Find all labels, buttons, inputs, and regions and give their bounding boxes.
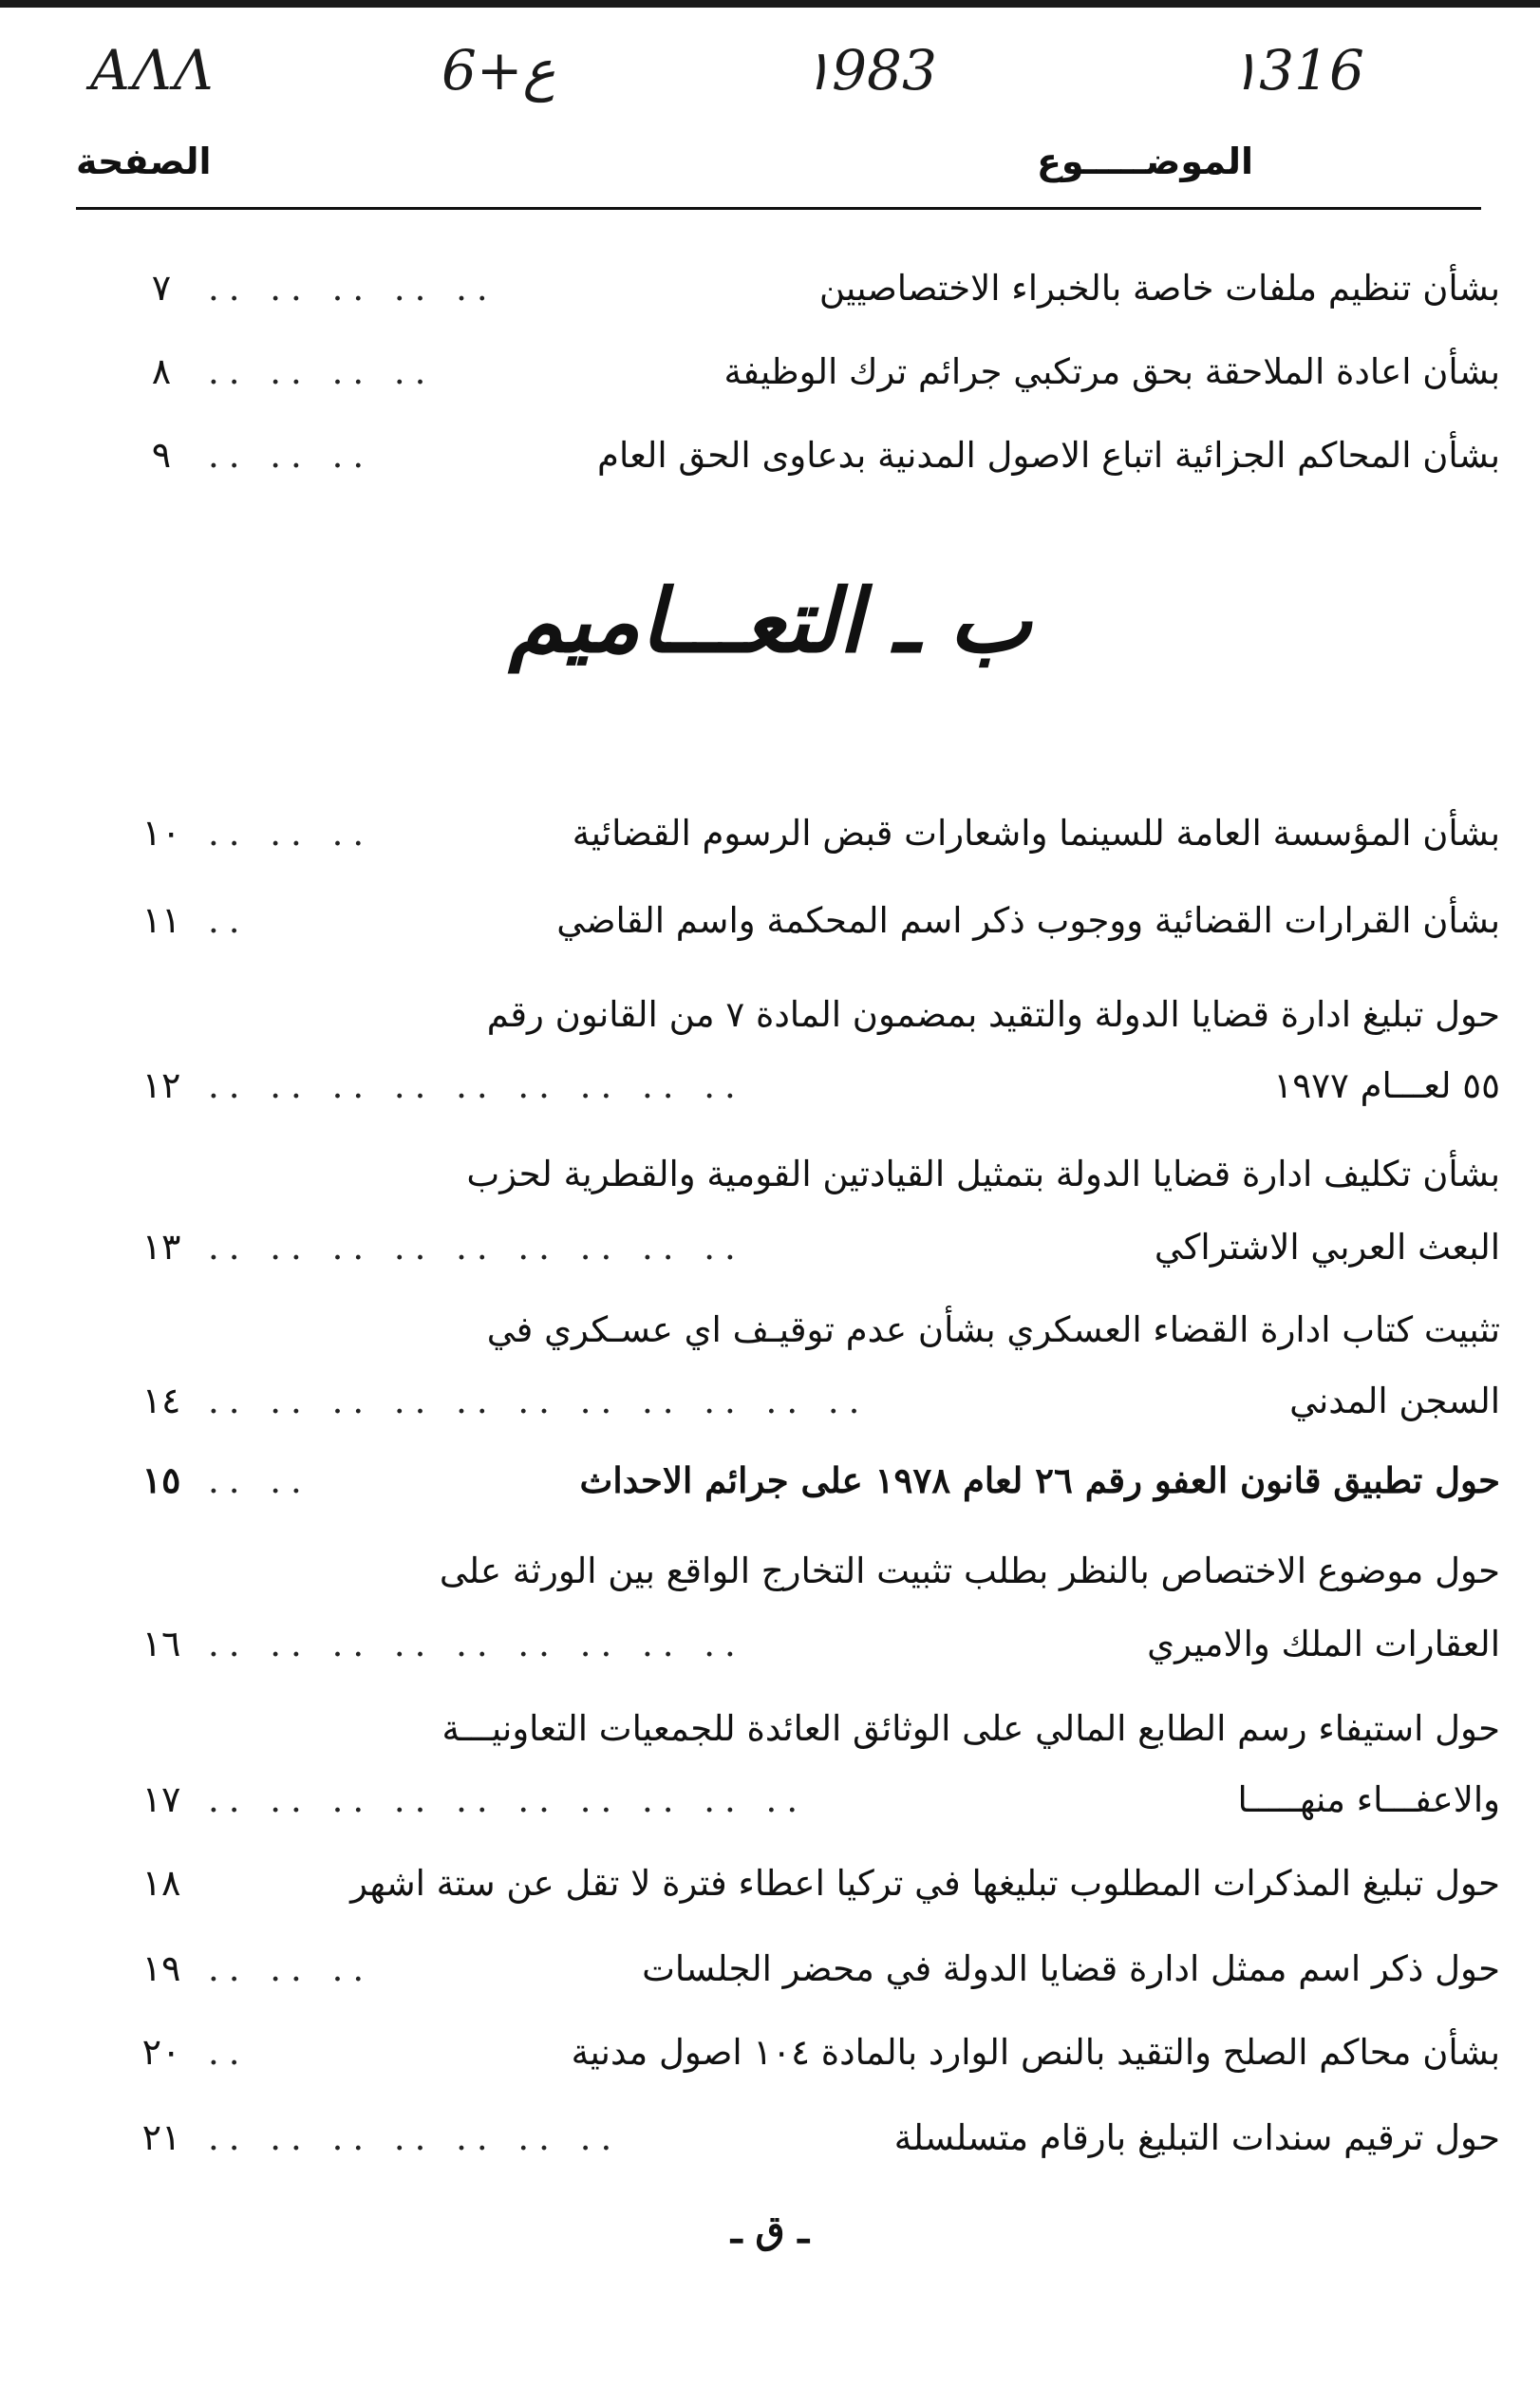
entry-leader-dots: .. [208,2035,250,2070]
entry-title: بشأن المؤسسة العامة للسينما واشعارات قبض الرسوم القضائية [572,813,1500,854]
toc-entry [128,2031,1500,2073]
entry-page-number: ١٢ [141,1064,181,1106]
entry-first-line: حول استيفاء رسم الطابع المالي على الوثائق العائدة للجمعيات التعاونيـــة [441,1708,1500,1749]
entry-leader-dots: .. .. .. .. [208,354,436,389]
toc-entry [128,1458,1500,1501]
entry-page-number: ١٣ [141,1226,181,1268]
entry-title: حول ترقيم سندات التبليغ بارقام متسلسلة [893,2117,1500,2158]
toc-entry [128,1778,1500,1820]
entry-title: بشأن تنظيم ملفات خاصة بالخبراء الاختصاصيين [818,268,1500,309]
handwritten-ref-4: ١316 [1230,38,1364,103]
table-header [76,133,1481,190]
entry-page-number: ١٠ [141,812,181,854]
entry-page-number: ١٩ [141,1947,181,1989]
entry-title: ٥٥ لعـــام ١٩٧٧ [1273,1065,1500,1106]
entry-page-number: ١١ [141,899,181,941]
entry-leader-dots: .. .. .. .. .. .. .. .. .. .. .. [208,1383,870,1419]
toc-entry [128,1064,1500,1106]
page-marker: ـ ق ـ [730,2208,810,2252]
entry-page-number: ١٥ [141,1458,181,1501]
toc-entry [128,350,1500,392]
entry-leader-dots: .. .. .. [208,438,374,473]
entry-page-number: ١٤ [141,1380,181,1421]
entry-page-number: ٩ [151,434,172,476]
entry-leader-dots: .. [208,903,250,938]
entry-title: بشأن محاكم الصلح والتقيد بالنص الوارد بالمادة ١٠٤ اصول مدنية [571,2032,1500,2073]
entry-leader-dots: .. .. .. .. .. .. .. .. .. [208,1626,745,1662]
handwritten-ref-2: 6+ع [441,38,556,103]
entry-first-line: تثبيت كتاب ادارة القضاء العسكري بشأن عدم توقيـف اي عسـكري في [486,1309,1500,1350]
header-divider [76,207,1481,210]
toc-entry [128,899,1500,941]
toc-entry [128,1862,1500,1904]
entry-page-number: ١٦ [141,1623,181,1664]
toc-entry [128,1623,1500,1664]
entry-leader-dots: .. .. .. .. .. .. .. .. .. [208,1068,745,1103]
page-column-label: الصفحة [76,141,212,182]
toc-entry [128,1947,1500,1989]
entry-page-number: ٢١ [141,2116,181,2158]
entry-title: بشأن اعادة الملاحقة بحق مرتكبي جرائم ترك الوظيفة [723,351,1500,392]
toc-entry [128,2116,1500,2158]
topic-column-label: الموضـــــوع [1036,141,1253,182]
entry-first-line: حول تبليغ ادارة قضايا الدولة والتقيد بمضمون المادة ٧ من القانون رقم [486,994,1500,1035]
entry-leader-dots: .. .. .. .. .. [208,271,498,306]
entry-title: حول تطبيق قانون العفو رقم ٢٦ لعام ١٩٧٨ على جرائم الاحداث [579,1459,1500,1501]
handwritten-ref-3: ١983 [802,38,937,103]
entry-title: حول تبليغ المذكرات المطلوب تبليغها في تركيا اعطاء فترة لا تقل عن ستة اشهر [350,1863,1500,1904]
entry-page-number: ٧ [151,267,172,309]
entry-page-number: ١٨ [141,1862,181,1904]
entry-title: بشأن القرارات القضائية ووجوب ذكر اسم المحكمة واسم القاضي [556,900,1500,941]
entry-title: السجن المدني [1289,1381,1500,1421]
toc-entry [128,812,1500,854]
entry-title: البعث العربي الاشتراكي [1154,1227,1500,1268]
toc-entry [128,434,1500,476]
top-border-rule [0,0,1540,8]
entry-leader-dots: .. .. .. [208,816,374,851]
entry-page-number: ٢٠ [141,2031,181,2073]
entry-page-number: ٨ [151,350,172,392]
entry-title: بشأن المحاكم الجزائية اتباع الاصول المدنية بدعاوى الحق العام [597,435,1500,476]
entry-first-line: بشأن تكليف ادارة قضايا الدولة بتمثيل القيادتين القومية والقطرية لحزب [466,1154,1500,1194]
entry-page-number: ١٧ [141,1778,181,1820]
entry-leader-dots: .. .. .. [208,1951,374,1986]
entry-title: العقارات الملك والاميري [1147,1624,1500,1664]
entry-title: والاعفـــاء منهـــــا [1237,1779,1500,1820]
toc-entry [128,267,1500,309]
entry-leader-dots: .. .. [208,1463,311,1498]
entry-leader-dots: .. .. .. .. .. .. .. .. .. [208,1230,745,1265]
entry-first-line: حول موضوع الاختصاص بالنظر بطلب تثبيت التخارج الواقع بين الورثة على [439,1551,1500,1591]
entry-leader-dots: .. .. .. .. .. .. .. .. .. .. [208,1782,808,1817]
entry-title: حول ذكر اسم ممثل ادارة قضايا الدولة في محضر الجلسات [642,1948,1500,1989]
toc-entry [128,1226,1500,1268]
toc-entry [128,1382,1500,1419]
handwritten-ref-1: AΛΛ [90,38,216,103]
section-b-heading: ب ـ التعـــاميم [508,570,1032,672]
entry-leader-dots: .. .. .. .. .. .. .. [208,2120,622,2155]
